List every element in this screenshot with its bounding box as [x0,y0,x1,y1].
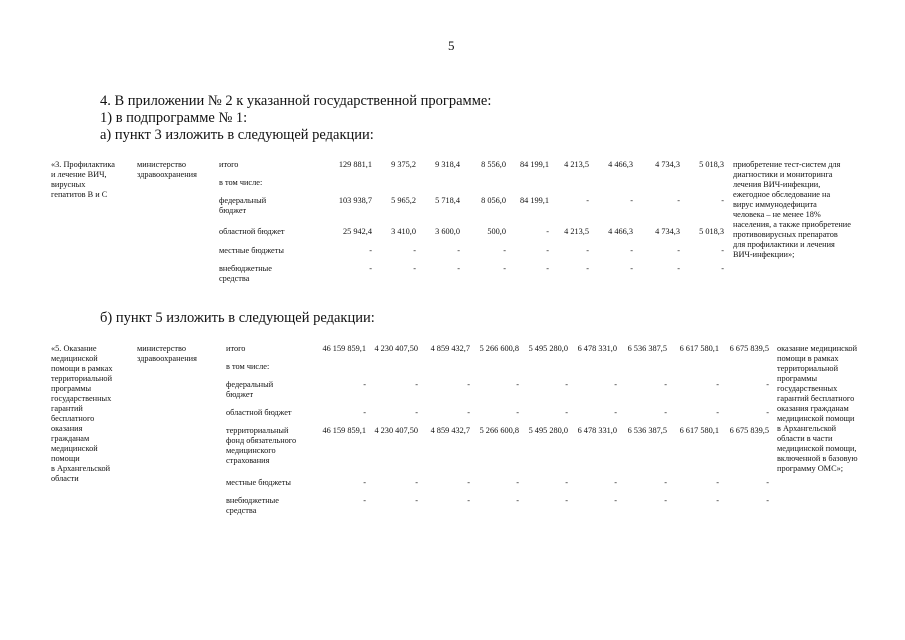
row-value: - [457,264,460,273]
row-value: 5 965,2 [391,196,416,205]
table2-expected-result: оказание медицинской помощи в рамках территориальной программы государственных гарантий бесплатного оказания гражданам медицинской помощи в Архангельской области в части медицинской помощи, включенной в базовую программу ОМС»; [777,344,858,473]
row-value: 129 881,1 [338,160,372,169]
row-value: 8 556,0 [481,160,506,169]
row-value: - [664,408,667,417]
row-value: - [721,264,724,273]
row-value: - [565,380,568,389]
row-label: федеральный бюджет [219,196,267,215]
row-value: - [766,478,769,487]
row-value: 5 718,4 [435,196,460,205]
row-value: 103 938,7 [338,196,372,205]
row-value: 6 536 387,5 [627,344,667,353]
table1-expected-result: приобретение тест-систем для диагностики и мониторинга лечения ВИЧ-инфекции, ежегодное обследование на вирус иммунодефицита человека – не менее 18% населения, а также приобретение противовирусных препаратов для профилактики и лечения ВИЧ-инфекции»; [733,160,851,259]
row-value: 6 478 331,0 [577,344,617,353]
row-value: - [369,246,372,255]
row-value: 9 375,2 [391,160,416,169]
row-value: - [565,478,568,487]
row-value: - [614,478,617,487]
row-value: - [677,196,680,205]
row-value: 46 159 859,1 [322,426,366,435]
table1-program-name: «3. Профилактика и лечение ВИЧ, вирусных гепатитов В и С [51,160,115,199]
page-number: 5 [448,38,455,53]
row-value: - [503,264,506,273]
row-value: 6 617 580,1 [679,426,719,435]
table2-program-name: «5. Оказание медицинской помощи в рамках территориальной программы государственных гарантий бесплатного оказания гражданам медицинской помощи в Архангельской области [51,344,113,483]
row-value: 84 199,1 [519,196,549,205]
row-value: 6 675 839,5 [729,344,769,353]
row-label: местные бюджеты [219,246,284,255]
row-value: 6 536 387,5 [627,426,667,435]
row-value: - [415,408,418,417]
row-value: - [630,246,633,255]
row-value: - [630,264,633,273]
row-value: - [415,380,418,389]
row-value: 5 266 600,8 [479,344,519,353]
row-value: 6 478 331,0 [577,426,617,435]
row-value: - [721,196,724,205]
row-value: - [664,478,667,487]
row-value: 500,0 [487,227,506,236]
row-value: - [716,380,719,389]
row-value: 4 213,5 [564,160,589,169]
row-value: 5 266 600,8 [479,426,519,435]
row-label: итого [226,344,246,353]
row-value: - [614,408,617,417]
row-value: 5 018,3 [699,227,724,236]
row-value: - [565,408,568,417]
row-value: 4 734,3 [655,160,680,169]
table2-executor: министерство здравоохранения [137,344,197,363]
row-value: - [413,246,416,255]
row-label: внебюджетные средства [226,496,279,515]
row-value: 3 410,0 [391,227,416,236]
row-value: - [457,246,460,255]
row-value: - [586,246,589,255]
row-label: областной бюджет [219,227,285,236]
heading-line-1: 4. В приложении № 2 к указанной государственной программе: [100,93,492,109]
row-value: - [614,380,617,389]
row-value: 4 230 407,50 [374,344,418,353]
row-value: - [467,380,470,389]
row-label: внебюджетные средства [219,264,272,283]
row-value: - [546,264,549,273]
row-value: - [716,496,719,505]
row-value: 3 600,0 [435,227,460,236]
row-label: в том числе: [226,362,270,371]
row-value: 6 617 580,1 [679,344,719,353]
row-value: - [516,496,519,505]
row-value: - [516,408,519,417]
row-value: - [363,408,366,417]
row-value: - [363,380,366,389]
row-value: - [586,264,589,273]
row-value: - [467,496,470,505]
heading-b: б) пункт 5 изложить в следующей редакции: [100,310,375,326]
row-value: - [664,380,667,389]
row-value: 4 859 432,7 [430,344,470,353]
row-label: итого [219,160,239,169]
row-value: 4 859 432,7 [430,426,470,435]
row-value: - [766,496,769,505]
row-label: местные бюджеты [226,478,291,487]
row-value: 4 230 407,50 [374,426,418,435]
row-value: - [369,264,372,273]
row-value: 46 159 859,1 [322,344,366,353]
row-value: - [716,478,719,487]
row-value: - [630,196,633,205]
heading-line-2: 1) в подпрограмме № 1: [100,110,248,126]
row-value: 4 466,3 [608,160,633,169]
row-value: - [467,408,470,417]
row-value: 84 199,1 [519,160,549,169]
row-value: - [664,496,667,505]
row-value: 6 675 839,5 [729,426,769,435]
row-value: 5 018,3 [699,160,724,169]
row-value: - [614,496,617,505]
row-label: территориальный фонд обязательного медицинского страхования [226,426,297,465]
row-value: - [677,246,680,255]
row-value: 4 734,3 [655,227,680,236]
row-value: - [586,196,589,205]
row-value: - [546,246,549,255]
row-label: областной бюджет [226,408,292,417]
row-value: - [677,264,680,273]
row-value: - [516,478,519,487]
row-value: 5 495 280,0 [528,426,568,435]
row-value: - [363,496,366,505]
row-value: - [565,496,568,505]
row-value: - [415,496,418,505]
row-value: - [516,380,519,389]
heading-line-3: а) пункт 3 изложить в следующей редакции: [100,127,374,143]
row-value: - [467,478,470,487]
row-value: - [415,478,418,487]
row-value: 4 466,3 [608,227,633,236]
row-value: 25 942,4 [342,227,372,236]
row-value: 5 495 280,0 [528,344,568,353]
table1-executor: министерство здравоохранения [137,160,197,179]
row-label: федеральный бюджет [226,380,274,399]
row-value: - [413,264,416,273]
row-value: - [766,408,769,417]
row-label: в том числе: [219,178,263,187]
row-value: - [766,380,769,389]
row-value: - [721,246,724,255]
row-value: - [503,246,506,255]
row-value: 4 213,5 [564,227,589,236]
row-value: - [716,408,719,417]
row-value: 9 318,4 [435,160,460,169]
row-value: - [363,478,366,487]
row-value: - [546,227,549,236]
row-value: 8 056,0 [481,196,506,205]
